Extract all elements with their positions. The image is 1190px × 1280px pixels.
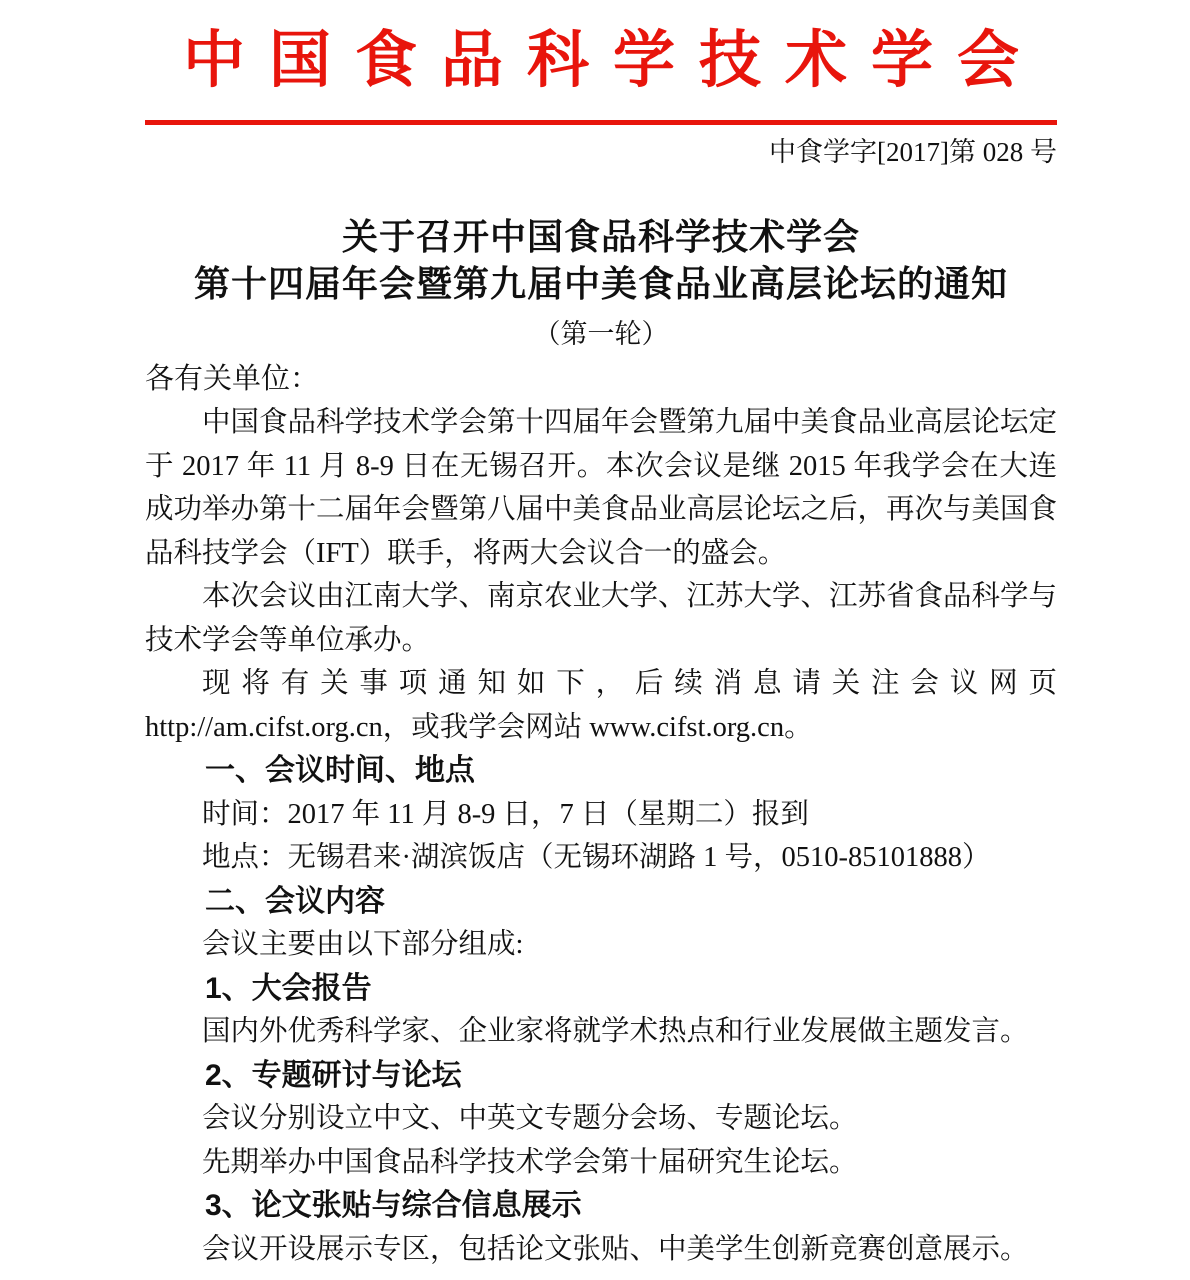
line-poster-description: 会议开设展示专区，包括论文张贴、中美学生创新竞赛创意展示。 [202, 1233, 1029, 1265]
doc-title [145, 213, 1057, 307]
section-heading-time-location: 一、会议时间、地点 [205, 754, 475, 787]
line-plenary-description: 国内外优秀科学家、企业家将就学术热点和行业发展做主题发言。 [202, 1016, 1029, 1047]
section-heading-content: 二、会议内容 [205, 884, 385, 918]
salutation: 各有关单位： [145, 363, 320, 395]
line-meeting-time: 时间：2017 年 11 月 8-9 日，7 日（星期二）报到 [202, 798, 809, 830]
doc-title-line2: 第十四届年会暨第九届中美食品业高层论坛的通知 [193, 263, 1008, 304]
org-name: 中国食品科学技术学会 [182, 27, 1043, 95]
letterhead [145, 20, 1057, 171]
round-label: （第一轮） [533, 319, 669, 349]
paragraph-meeting-intro: 中国食品科学技术学会第十四届年会暨第九届中美食品业高层论坛定于 2017 年 11 月 8-9 日在无锡召开。本次会议是继 2015 年我学会在大连成功举办第十二届年会暨第八届中美食品业高层论坛之后，再次与美国食品科技学会（IFT）联手，将两大会议合一的盛会。 [145, 407, 1058, 569]
paragraph-organizers: 本次会议由江南大学、南京农业大学、江苏大学、江苏省食品科学与技术学会等单位承办。 [145, 581, 1058, 656]
paragraph-notice-websites: 现将有关事项通知如下，后续消息请关注会议网页 http://am.cifst.org.cn，或我学会网站 www.cifst.org.cn。 [145, 668, 1057, 743]
doc-number: 中食学字[2017]第 028 号 [769, 137, 1057, 167]
line-meeting-location: 地点：无锡君来·湖滨饭店（无锡环湖路 1 号，0510-85101888） [202, 842, 991, 873]
line-graduate-forum: 先期举办中国食品科学技术学会第十届研究生论坛。 [202, 1146, 858, 1178]
line-content-intro: 会议主要由以下部分组成: [202, 929, 524, 960]
numbered-heading-posters: 3、论文张贴与综合信息展示 [205, 1189, 582, 1222]
numbered-heading-plenary-reports: 1、大会报告 [205, 971, 372, 1005]
doc-title-line1: 关于召开中国食品科学技术学会 [341, 216, 860, 257]
letterhead-rule [145, 120, 1057, 125]
line-symposium-sessions: 会议分别设立中文、中英文专题分会场、专题论坛。 [202, 1103, 858, 1134]
numbered-heading-symposiums: 2、专题研讨与论坛 [205, 1058, 462, 1092]
